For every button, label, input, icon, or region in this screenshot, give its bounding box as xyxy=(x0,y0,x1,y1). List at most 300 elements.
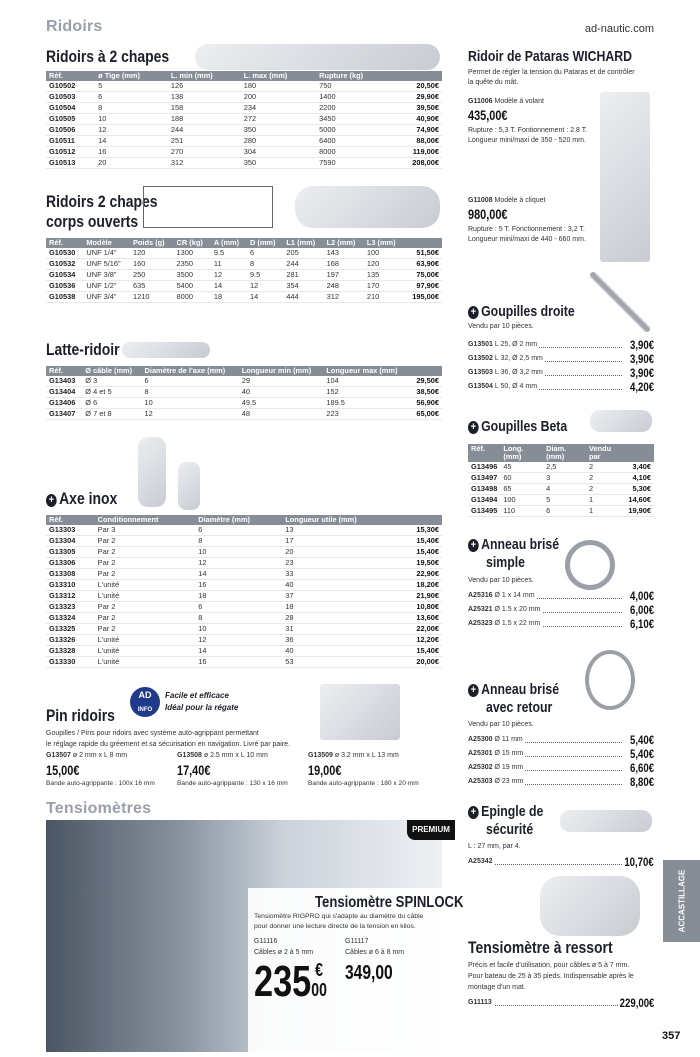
ref-cell: G10534 xyxy=(46,270,83,281)
table-cell: 12 xyxy=(211,270,247,281)
ridoirs-ouverts-title2: corps ouverts xyxy=(46,212,139,231)
ridoirsOuverts-col-header: L2 (mm) xyxy=(324,238,364,248)
table-row xyxy=(46,613,442,624)
table-cell: Ø 3 xyxy=(82,376,141,387)
item-ref: G13503 xyxy=(468,369,493,376)
table-cell: 18 xyxy=(282,602,399,613)
table-cell: 8000 xyxy=(316,147,392,158)
table-row xyxy=(46,158,442,169)
ref-cell: G10532 xyxy=(46,259,83,270)
table-cell: 8 xyxy=(195,536,282,547)
table-cell: 270 xyxy=(168,147,241,158)
goupD-sub: Vendu par 10 pièces. xyxy=(468,323,534,330)
table-cell: 4 xyxy=(543,484,586,495)
price-cell: 51,50€ xyxy=(404,248,442,259)
pin-item-ref: G13509 xyxy=(308,752,333,759)
epingle-sub: L : 27 mm, par 4. xyxy=(468,843,521,850)
spinlock-a-price: 235 € 00 xyxy=(254,957,327,1006)
goupB-col-header xyxy=(625,444,654,462)
info-line-1: Facile et efficace xyxy=(165,691,229,700)
latte-title: Latte-ridoir xyxy=(46,340,120,359)
ridoirsOuverts-col-header: Modèle xyxy=(83,238,130,248)
table-cell: 10 xyxy=(195,547,282,558)
table-cell: 2,5 xyxy=(543,462,586,473)
price-cell: 19,90€ xyxy=(625,506,654,517)
diagram-image xyxy=(143,186,273,228)
table-cell: 120 xyxy=(130,248,174,259)
table-cell: Par 2 xyxy=(95,547,196,558)
table-row xyxy=(46,376,442,387)
table-row xyxy=(46,646,442,657)
table-cell: 8 xyxy=(195,613,282,624)
table-row xyxy=(46,81,442,92)
anneauR-title2: avec retour xyxy=(486,699,553,716)
table-row xyxy=(46,580,442,591)
table-row xyxy=(46,136,442,147)
ref-cell: G13494 xyxy=(468,495,500,506)
price-cell: 38,50€ xyxy=(410,387,442,398)
price-cell: 14,60€ xyxy=(625,495,654,506)
wichard-desc-2: la quête du mât. xyxy=(468,79,519,86)
table-cell: 158 xyxy=(168,103,241,114)
epingle-title: + Epingle de xyxy=(468,803,543,820)
table-cell: 248 xyxy=(324,281,364,292)
ref-cell: G10512 xyxy=(46,147,95,158)
table-row xyxy=(468,495,654,506)
table-row xyxy=(46,387,442,398)
table-cell: L'unité xyxy=(95,635,196,646)
ad-info-badge: AD INFO xyxy=(130,687,160,717)
ref-cell: G13306 xyxy=(46,558,95,569)
table-row xyxy=(468,484,654,495)
ref-cell: G13308 xyxy=(46,569,95,580)
goupB-col-header: Réf. xyxy=(468,444,500,462)
table-cell: 8 xyxy=(247,259,283,270)
wichard-b-line1: Rupture : 5 T. Fonctionnement : 3,2 T. xyxy=(468,226,585,233)
ridoirs2-col-header: Réf. xyxy=(46,71,95,81)
item-spec: Ø 1.5 x 22 mm xyxy=(494,620,541,627)
item-spec: L 36, Ø 3,2 mm xyxy=(494,369,543,376)
table-cell: 7590 xyxy=(316,158,392,169)
table-cell: 750 xyxy=(316,81,392,92)
table-cell: 188 xyxy=(168,114,241,125)
list-item xyxy=(468,338,654,352)
price-cell: 10,80€ xyxy=(399,602,442,613)
latte-image xyxy=(122,342,210,358)
table-row xyxy=(46,657,442,668)
table-cell: 20 xyxy=(95,158,168,169)
table-cell: 6 xyxy=(195,525,282,536)
ridoirs2-col-header: L. max (mm) xyxy=(241,71,316,81)
table-cell: 6 xyxy=(142,376,239,387)
table-cell: Par 2 xyxy=(95,536,196,547)
ref-cell: G10536 xyxy=(46,281,83,292)
table-cell: 110 xyxy=(500,506,543,517)
item-spec: L 32, Ø 2,5 mm xyxy=(494,355,543,362)
table-cell: 12 xyxy=(247,281,283,292)
item-spec: Ø 1.5 x 20 mm xyxy=(494,606,541,613)
table-cell: 168 xyxy=(324,259,364,270)
price-cell: 88,00€ xyxy=(392,136,442,147)
ref-cell: G10505 xyxy=(46,114,95,125)
table-cell: 244 xyxy=(168,125,241,136)
item-ref: A25323 xyxy=(468,620,493,627)
table-cell: 135 xyxy=(364,270,404,281)
ridoirsOuverts-col-header: A (mm) xyxy=(211,238,247,248)
table-cell: 14 xyxy=(195,646,282,657)
list-item xyxy=(468,603,654,617)
pin-image xyxy=(138,437,166,507)
list-item xyxy=(468,380,654,394)
table-row xyxy=(46,602,442,613)
safety-pin-image xyxy=(560,810,652,832)
pin-item-spec: ø 2.5 mm x L 10 mm xyxy=(203,752,268,759)
site-url[interactable]: ad-nautic.com xyxy=(584,23,654,35)
item-ref: A25301 xyxy=(468,750,493,757)
anneauS-sub: Vendu par 10 pièces. xyxy=(468,577,534,584)
ref-cell: G10511 xyxy=(46,136,95,147)
item-price: 6,60€ xyxy=(629,761,654,775)
axe-table xyxy=(46,515,442,668)
table-cell: 14 xyxy=(247,292,283,303)
ridoirs2-col-header: Rupture (kg) xyxy=(316,71,392,81)
table-cell: 210 xyxy=(364,292,404,303)
table-cell: 12 xyxy=(195,635,282,646)
table-cell: Ø 4 et 5 xyxy=(82,387,141,398)
pin-item-price: 19,00€ xyxy=(308,762,342,778)
axe-col-header: Longueur utile (mm) xyxy=(282,515,399,525)
table-cell: 31 xyxy=(282,624,399,635)
beta-pin-image xyxy=(590,410,652,432)
price-cell: 29,90€ xyxy=(392,92,442,103)
table-cell: 312 xyxy=(324,292,364,303)
table-cell: 10 xyxy=(95,114,168,125)
price-cell: 119,00€ xyxy=(392,147,442,158)
table-cell: 17 xyxy=(282,536,399,547)
ref-cell: G10503 xyxy=(46,92,95,103)
item-ref: A25321 xyxy=(468,606,493,613)
table-cell: 18 xyxy=(211,292,247,303)
ref-cell: G13330 xyxy=(46,657,95,668)
table-row xyxy=(46,103,442,114)
table-cell: 8 xyxy=(95,103,168,114)
table-cell: 120 xyxy=(364,259,404,270)
table-cell: 6400 xyxy=(316,136,392,147)
item-ref: G13504 xyxy=(468,383,493,390)
table-cell: 5 xyxy=(95,81,168,92)
table-cell: L'unité xyxy=(95,580,196,591)
plus-icon: + xyxy=(468,806,479,819)
list-item xyxy=(468,733,654,747)
table-cell: 45 xyxy=(500,462,543,473)
ressort-title: Tensiomètre à ressort xyxy=(468,938,613,957)
price-cell: 13,60€ xyxy=(399,613,442,624)
table-cell: 14 xyxy=(95,136,168,147)
anneauS-list xyxy=(468,589,654,631)
price-cell: 21,90€ xyxy=(399,591,442,602)
axe-title: + Axe inox xyxy=(46,490,117,507)
price-cell: 15,40€ xyxy=(399,536,442,547)
price-cell: 15,40€ xyxy=(399,547,442,558)
ref-cell: G13324 xyxy=(46,613,95,624)
latte-col-header: Longueur max (mm) xyxy=(323,366,409,376)
pin-title: Pin ridoirs xyxy=(46,706,115,725)
table-cell: 304 xyxy=(241,147,316,158)
pin-item-spec: ø 3.2 mm x L 13 mm xyxy=(334,752,399,759)
ref-cell: G13326 xyxy=(46,635,95,646)
ridoirs2-table xyxy=(46,71,442,169)
price-cell: 18,20€ xyxy=(399,580,442,591)
price-cell: 15,30€ xyxy=(399,525,442,536)
ref-cell: G13407 xyxy=(46,409,82,420)
item-ref: G13501 xyxy=(468,341,493,348)
price-cell: 20,50€ xyxy=(392,81,442,92)
plus-icon: + xyxy=(468,684,479,697)
premium-badge: PREMIUM xyxy=(407,820,455,840)
wichard-a-line2: Longueur mini/maxi de 350 - 520 mm. xyxy=(468,137,586,144)
epingle-title2: sécurité xyxy=(486,821,534,838)
ref-cell: G13310 xyxy=(46,580,95,591)
ridoirsOuverts-col-header: Réf. xyxy=(46,238,83,248)
table-cell: 33 xyxy=(282,569,399,580)
pin-image-2 xyxy=(178,462,200,510)
spinlock-a-ref: G11116 xyxy=(254,938,278,945)
table-row xyxy=(46,125,442,136)
table-cell: 40 xyxy=(239,387,324,398)
ref-cell: G13304 xyxy=(46,536,95,547)
table-cell: 8 xyxy=(142,387,239,398)
table-cell: 2 xyxy=(586,473,625,484)
latte-col-header: Réf. xyxy=(46,366,82,376)
table-cell: 11 xyxy=(211,259,247,270)
table-row xyxy=(46,398,442,409)
table-row xyxy=(46,270,442,281)
ressort-row: G11113 229,00€ xyxy=(468,996,654,1010)
table-row xyxy=(46,624,442,635)
pin-item-spec: ø 2 mm x L 8 mm xyxy=(72,752,128,759)
table-row xyxy=(46,525,442,536)
pin-item-ref: G13508 xyxy=(177,752,202,759)
table-cell: 65 xyxy=(500,484,543,495)
table-cell: 234 xyxy=(241,103,316,114)
table-cell: 1 xyxy=(586,495,625,506)
anneauS-title: + Anneau brisé xyxy=(468,536,559,553)
table-cell: 40 xyxy=(282,646,399,657)
table-cell: 3 xyxy=(543,473,586,484)
goupB-col-header: Long. (mm) xyxy=(500,444,543,462)
table-row xyxy=(46,558,442,569)
table-cell: 48 xyxy=(239,409,324,420)
pin-item-head xyxy=(177,751,268,761)
table-cell: UNF 1/4" xyxy=(83,248,130,259)
table-cell: 8000 xyxy=(174,292,211,303)
ref-cell: G10538 xyxy=(46,292,83,303)
goupD-title: + Goupilles droite xyxy=(468,303,575,320)
ref-cell: G10504 xyxy=(46,103,95,114)
table-cell: 53 xyxy=(282,657,399,668)
table-cell: 1 xyxy=(586,506,625,517)
ref-cell: G13312 xyxy=(46,591,95,602)
ref-cell: G10530 xyxy=(46,248,83,259)
table-row xyxy=(468,462,654,473)
axe-col-header: Réf. xyxy=(46,515,95,525)
ref-cell: G13403 xyxy=(46,376,82,387)
list-item xyxy=(468,352,654,366)
ref-cell: G13305 xyxy=(46,547,95,558)
section-title: Ridoirs xyxy=(46,18,103,35)
wichard-b-head: G11008 Modèle à cliquet xyxy=(468,197,546,204)
ridoirs-ouverts-title: Ridoirs 2 chapes xyxy=(46,192,158,211)
ring-image xyxy=(565,540,615,590)
axe-col-header: Diamètre (mm) xyxy=(195,515,282,525)
table-cell: 18 xyxy=(195,591,282,602)
item-price: 3,90€ xyxy=(629,366,654,380)
item-spec: Ø 19 mm xyxy=(494,764,524,771)
list-item xyxy=(468,775,654,789)
table-cell: 272 xyxy=(241,114,316,125)
pin-item-band: Bande auto-agrippante : 180 x 20 mm xyxy=(308,780,419,787)
table-cell: 5400 xyxy=(174,281,211,292)
ref-cell: G10513 xyxy=(46,158,95,169)
ring-return-image xyxy=(585,650,635,710)
table-cell: 180 xyxy=(241,81,316,92)
item-price: 8,80€ xyxy=(629,775,654,789)
table-cell: UNF 3/8" xyxy=(83,270,130,281)
pin-desc-1: Goupilles / Pins pour ridoirs avec système auto-agrippant permettant xyxy=(46,730,259,737)
table-cell: 23 xyxy=(282,558,399,569)
table-cell: 36 xyxy=(282,635,399,646)
item-spec: L 50, Ø 4 mm xyxy=(494,383,538,390)
table-cell: 2 xyxy=(586,484,625,495)
table-cell: 100 xyxy=(364,248,404,259)
ref-cell: G13497 xyxy=(468,473,500,484)
ref-cell: G13323 xyxy=(46,602,95,613)
table-cell: 37 xyxy=(282,591,399,602)
table-cell: 152 xyxy=(323,387,409,398)
latte-col-header: Diamètre de l'axe (mm) xyxy=(142,366,239,376)
turnbuckle-image xyxy=(195,44,440,70)
goupille-image xyxy=(590,272,650,332)
table-cell: 6 xyxy=(543,506,586,517)
goupB-title: + Goupilles Beta xyxy=(468,418,567,435)
table-cell: 1400 xyxy=(316,92,392,103)
table-cell: 6 xyxy=(247,248,283,259)
spinlock-b-spec: Câbles ø 6 à 8 mm xyxy=(345,949,405,956)
wichard-title: Ridoir de Pataras WICHARD xyxy=(468,48,633,65)
table-cell: 444 xyxy=(283,292,323,303)
latte-col-header: Ø câble (mm) xyxy=(82,366,141,376)
ref-cell: G13328 xyxy=(46,646,95,657)
table-cell: 3500 xyxy=(174,270,211,281)
table-cell: 10 xyxy=(195,624,282,635)
item-price: 4,00€ xyxy=(629,589,654,603)
ressort-desc-1: Précis et facile d'utilisation, pour câbles ø 5 à 7 mm. xyxy=(468,962,630,969)
wichard-a-head: G11006 Modèle à volant xyxy=(468,98,544,105)
ref-cell: G13404 xyxy=(46,387,82,398)
table-cell: Ø 6 xyxy=(82,398,141,409)
spinlock-title: Tensiomètre SPINLOCK xyxy=(315,894,464,911)
open-turnbuckle-image xyxy=(295,186,440,228)
table-row xyxy=(46,248,442,259)
item-spec: L 25, Ø 2 mm xyxy=(494,341,538,348)
table-cell: UNF 3/4" xyxy=(83,292,130,303)
ref-cell: G13303 xyxy=(46,525,95,536)
table-cell: 40 xyxy=(282,580,399,591)
table-cell: 2200 xyxy=(316,103,392,114)
table-cell: 6 xyxy=(195,602,282,613)
side-tab-label: ACCASTILLAGE xyxy=(677,869,686,933)
table-cell: 244 xyxy=(283,259,323,270)
table-cell: L'unité xyxy=(95,591,196,602)
item-ref: A25303 xyxy=(468,778,493,785)
ridoirsOuverts-col-header: Poids (g) xyxy=(130,238,174,248)
table-cell: 12 xyxy=(195,558,282,569)
table-cell: Par 2 xyxy=(95,558,196,569)
price-cell: 97,90€ xyxy=(404,281,442,292)
table-cell: 12 xyxy=(95,125,168,136)
spinlock-desc-1: Tensiomètre RIGPRO qui s'adapte au diamètre du câble xyxy=(254,913,424,920)
info-line-2: Idéal pour la régate xyxy=(165,703,239,712)
table-cell: 60 xyxy=(500,473,543,484)
side-tab[interactable] xyxy=(663,860,700,942)
pin-item-price: 15,00€ xyxy=(46,762,80,778)
goupB-table xyxy=(468,444,654,517)
price-cell: 12,20€ xyxy=(399,635,442,646)
table-row xyxy=(468,506,654,517)
table-cell: 29 xyxy=(239,376,324,387)
table-row xyxy=(46,259,442,270)
pin-item-ref: G13507 xyxy=(46,752,71,759)
table-cell: 200 xyxy=(241,92,316,103)
price-cell: 19,50€ xyxy=(399,558,442,569)
table-cell: 350 xyxy=(241,158,316,169)
plus-icon: + xyxy=(46,494,57,507)
pin-item-head xyxy=(308,751,399,761)
table-row xyxy=(46,292,442,303)
ridoirsOuverts-col-header: CR (kg) xyxy=(174,238,211,248)
table-cell: 10 xyxy=(142,398,239,409)
table-cell: 9.5 xyxy=(211,248,247,259)
goupD-list xyxy=(468,338,654,394)
table-cell: 205 xyxy=(283,248,323,259)
ridoirsOuverts-col-header: D (mm) xyxy=(247,238,283,248)
anneauR-list xyxy=(468,733,654,789)
table-cell: 251 xyxy=(168,136,241,147)
table-cell: 12 xyxy=(142,409,239,420)
table-cell: Par 2 xyxy=(95,613,196,624)
pin-desc-2: le réglage rapide du gréement et sa sécurisation en navigation. Livré par paire. xyxy=(46,741,290,748)
list-item xyxy=(468,761,654,775)
table-cell: Par 2 xyxy=(95,624,196,635)
pin-item-band: Bande auto-agrippante : 100x 16 mm xyxy=(46,780,155,787)
table-cell: 28 xyxy=(282,613,399,624)
price-cell: 65,00€ xyxy=(410,409,442,420)
spinlock-b-price: 349,00 xyxy=(345,962,393,984)
table-cell: 2350 xyxy=(174,259,211,270)
table-row xyxy=(46,409,442,420)
table-cell: 16 xyxy=(95,147,168,158)
table-cell: 143 xyxy=(324,248,364,259)
spinlock-desc-2: pour donner une lecture directe de la tension en kilos. xyxy=(254,923,416,930)
table-cell: 16 xyxy=(195,580,282,591)
price-cell: 4,10€ xyxy=(625,473,654,484)
table-cell: 5000 xyxy=(316,125,392,136)
anneauS-title2: simple xyxy=(486,554,525,571)
table-cell: 281 xyxy=(283,270,323,281)
axe-col-header xyxy=(399,515,442,525)
price-cell: 29,50€ xyxy=(410,376,442,387)
price-cell: 20,00€ xyxy=(399,657,442,668)
